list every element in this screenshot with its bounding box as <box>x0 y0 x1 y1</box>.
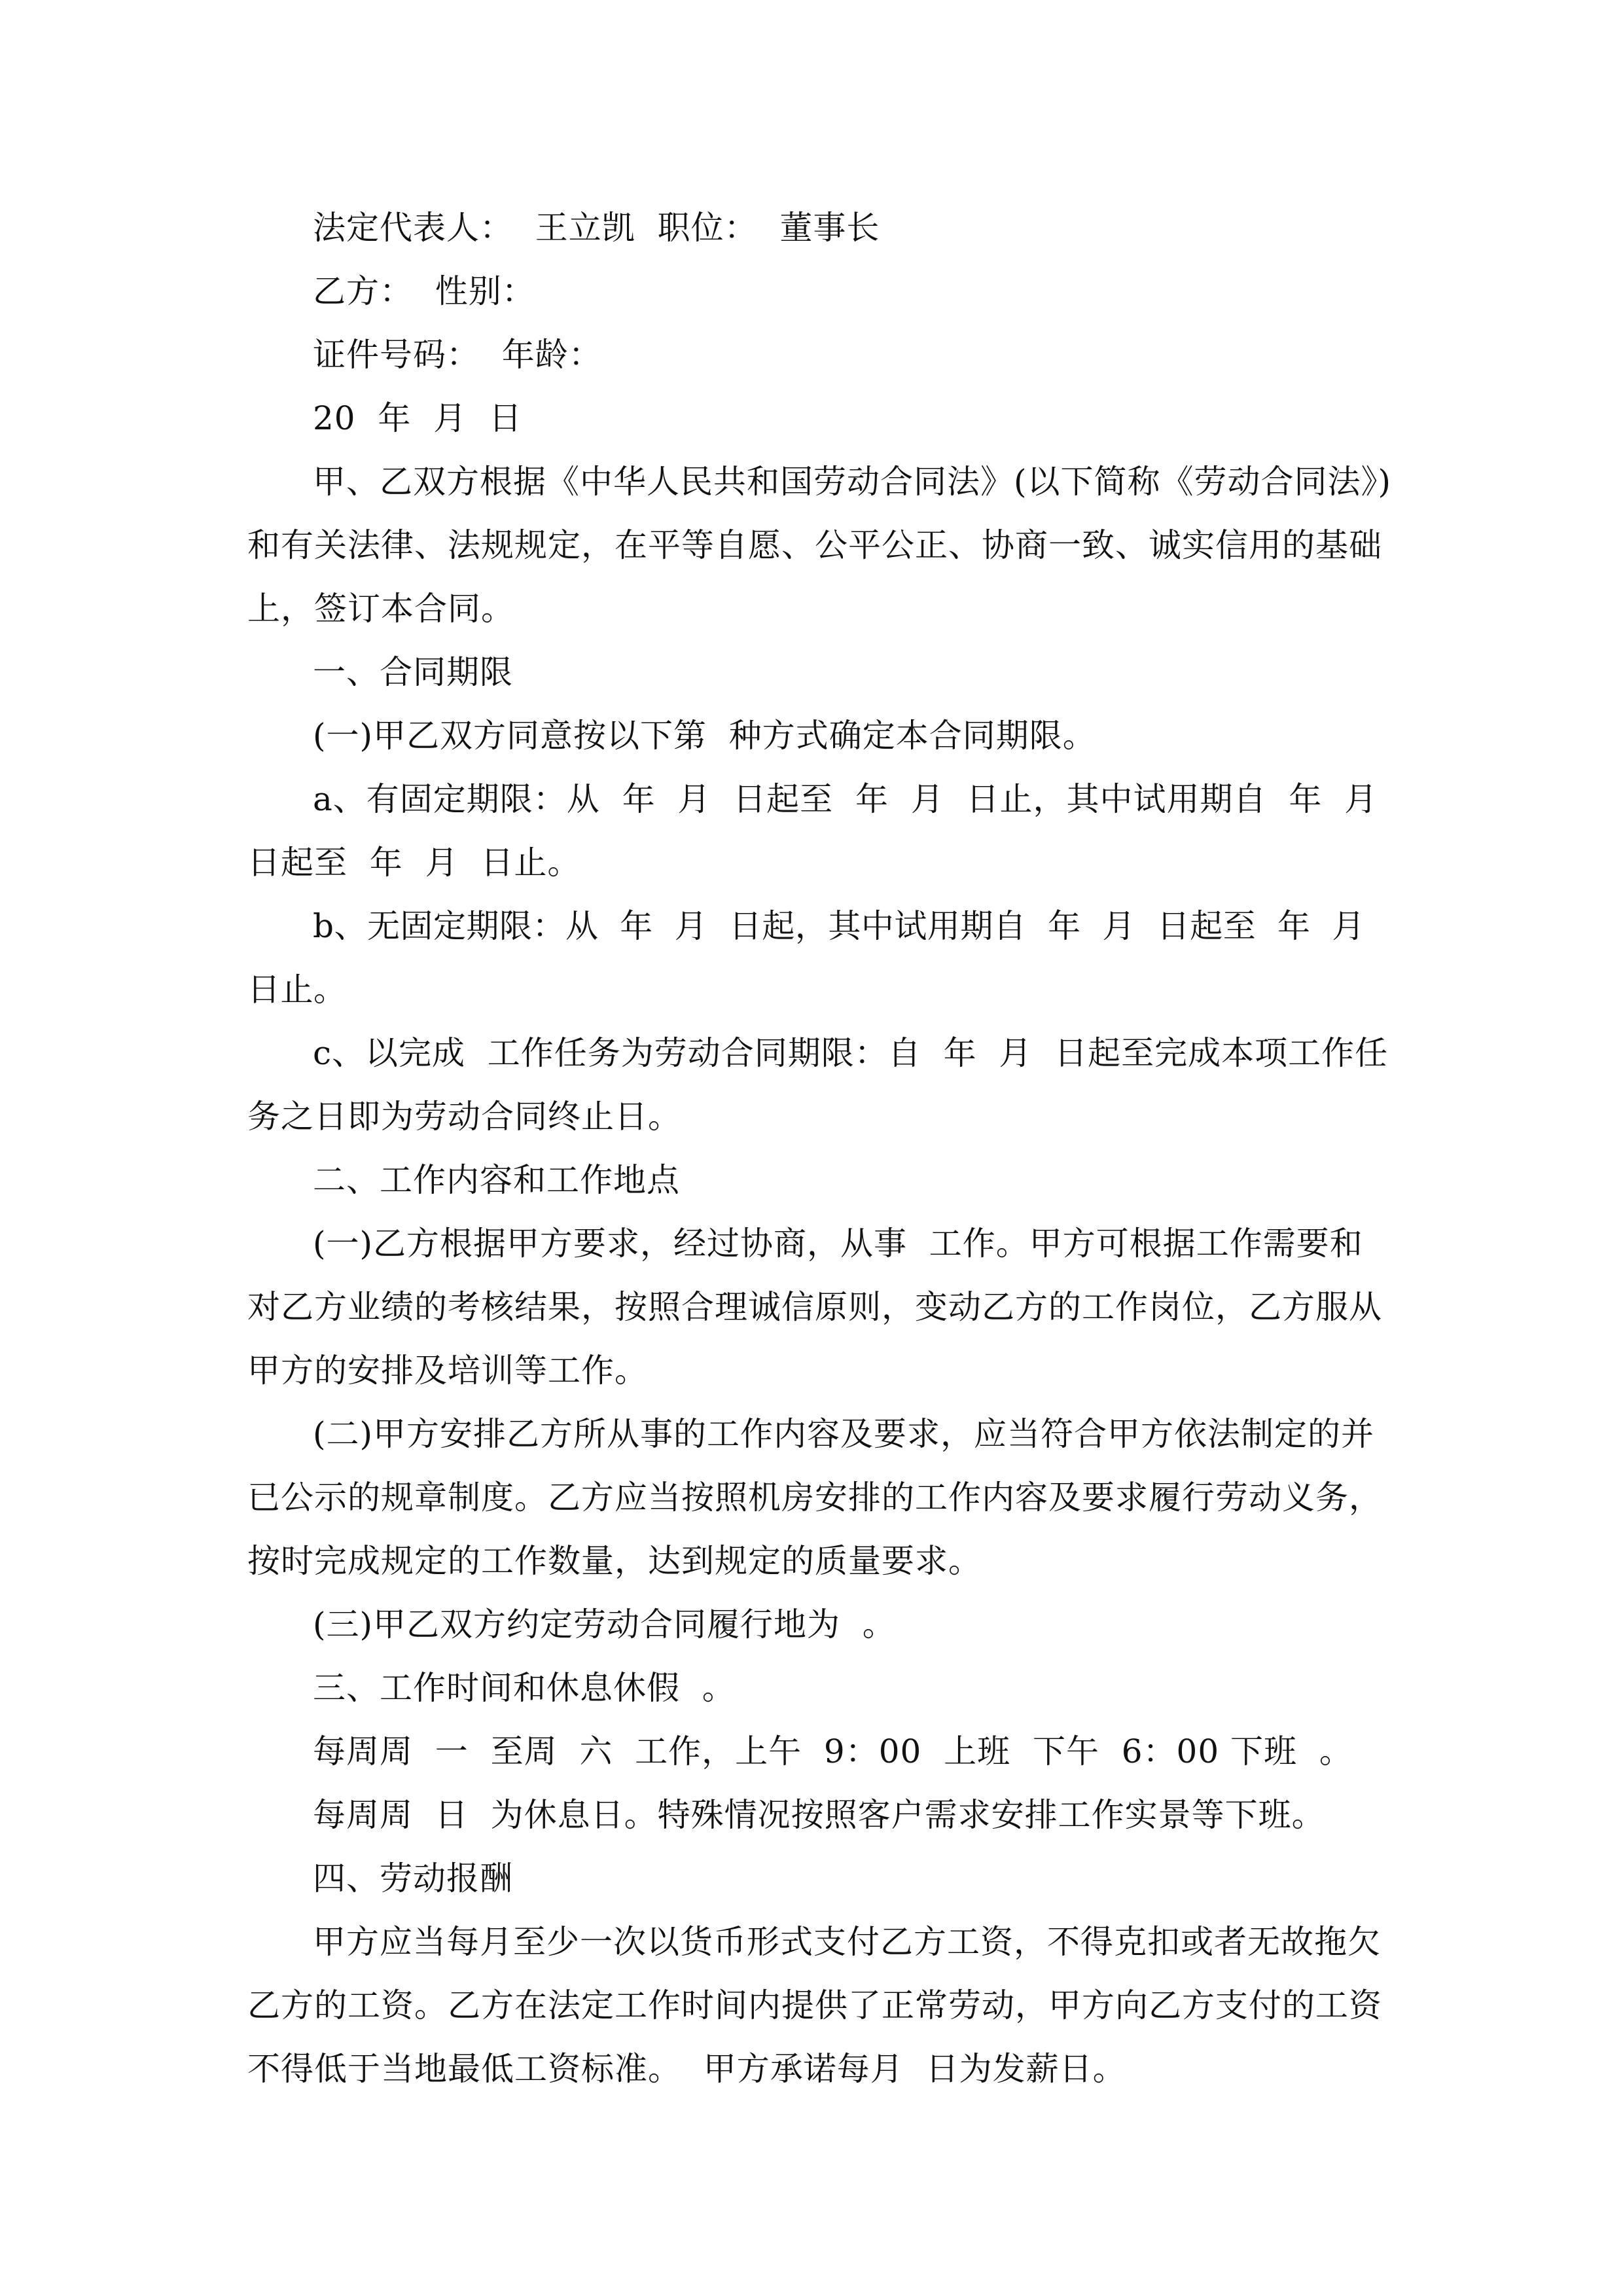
clause-rest-day: 每周周 日 为休息日。特殊情况按照客户需求安排工作实景等下班。 <box>313 1796 1325 1834</box>
legal-representative-line: 法定代表人： 王立凯 职位： 董事长 <box>313 209 880 247</box>
id-number-age-line: 证件号码： 年龄： <box>313 336 602 374</box>
clause-task-based-term: c、以完成 工作任务为劳动合同期限：自 年 月 日起至完成本项工作任务之日即为劳动合同终止日。 <box>247 1034 1389 1136</box>
clause-work-assignment: (一)乙方根据甲方要求，经过协商，从事 工作。甲方可根据工作需要和对乙方业绩的考核结果，按照合理诚信原则，变动乙方的工作岗位，乙方服从甲方的安排及培训等工作。 <box>247 1225 1382 1390</box>
preamble-paragraph: 甲、乙双方根据《中华人民共和国劳动合同法》(以下简称《劳动合同法》)和有关法律、法规规定，在平等自愿、公平公正、协商一致、诚实信用的基础上，签订本合同。 <box>247 463 1392 628</box>
clause-term-method: (一)甲乙双方同意按以下第 种方式确定本合同期限。 <box>313 717 1096 755</box>
party-b-gender-line: 乙方： 性别： <box>313 272 535 310</box>
clause-work-location: (三)甲乙双方约定劳动合同履行地为 。 <box>313 1605 896 1643</box>
date-line: 20 年 月 日 <box>313 399 522 437</box>
clause-work-requirements: (二)甲方安排乙方所从事的工作内容及要求，应当符合甲方依法制定的并已公示的规章制度。乙方应当按照机房安排的工作内容及要求履行劳动义务，按时完成规定的工作数量，达到规定的质量要求。 <box>247 1415 1382 1580</box>
clause-open-ended-term: b、无固定期限：从 年 月 日起，其中试用期自 年 月 日起至 年 月 日止。 <box>247 907 1387 1009</box>
clause-weekly-schedule: 每周周 一 至周 六 工作，上午 9：00 上班 下午 6：00 下班 。 <box>313 1732 1353 1770</box>
section-heading-remuneration: 四、劳动报酬 <box>313 1859 513 1897</box>
section-heading-work-content: 二、工作内容和工作地点 <box>313 1161 680 1199</box>
section-heading-contract-term: 一、合同期限 <box>313 653 513 691</box>
document-body <box>247 196 1400 2101</box>
clause-fixed-term: a、有固定期限：从 年 月 日起至 年 月 日止，其中试用期自 年 月 日起至 年 月 日止。 <box>247 780 1400 882</box>
section-heading-work-hours: 三、工作时间和休息休假 。 <box>313 1669 736 1707</box>
clause-wage-payment: 甲方应当每月至少一次以货币形式支付乙方工资，不得克扣或者无故拖欠乙方的工资。乙方在法定工作时间内提供了正常劳动，甲方向乙方支付的工资不得低于当地最低工资标准。 甲方承诺每月 日为发薪日。 <box>247 1923 1382 2088</box>
